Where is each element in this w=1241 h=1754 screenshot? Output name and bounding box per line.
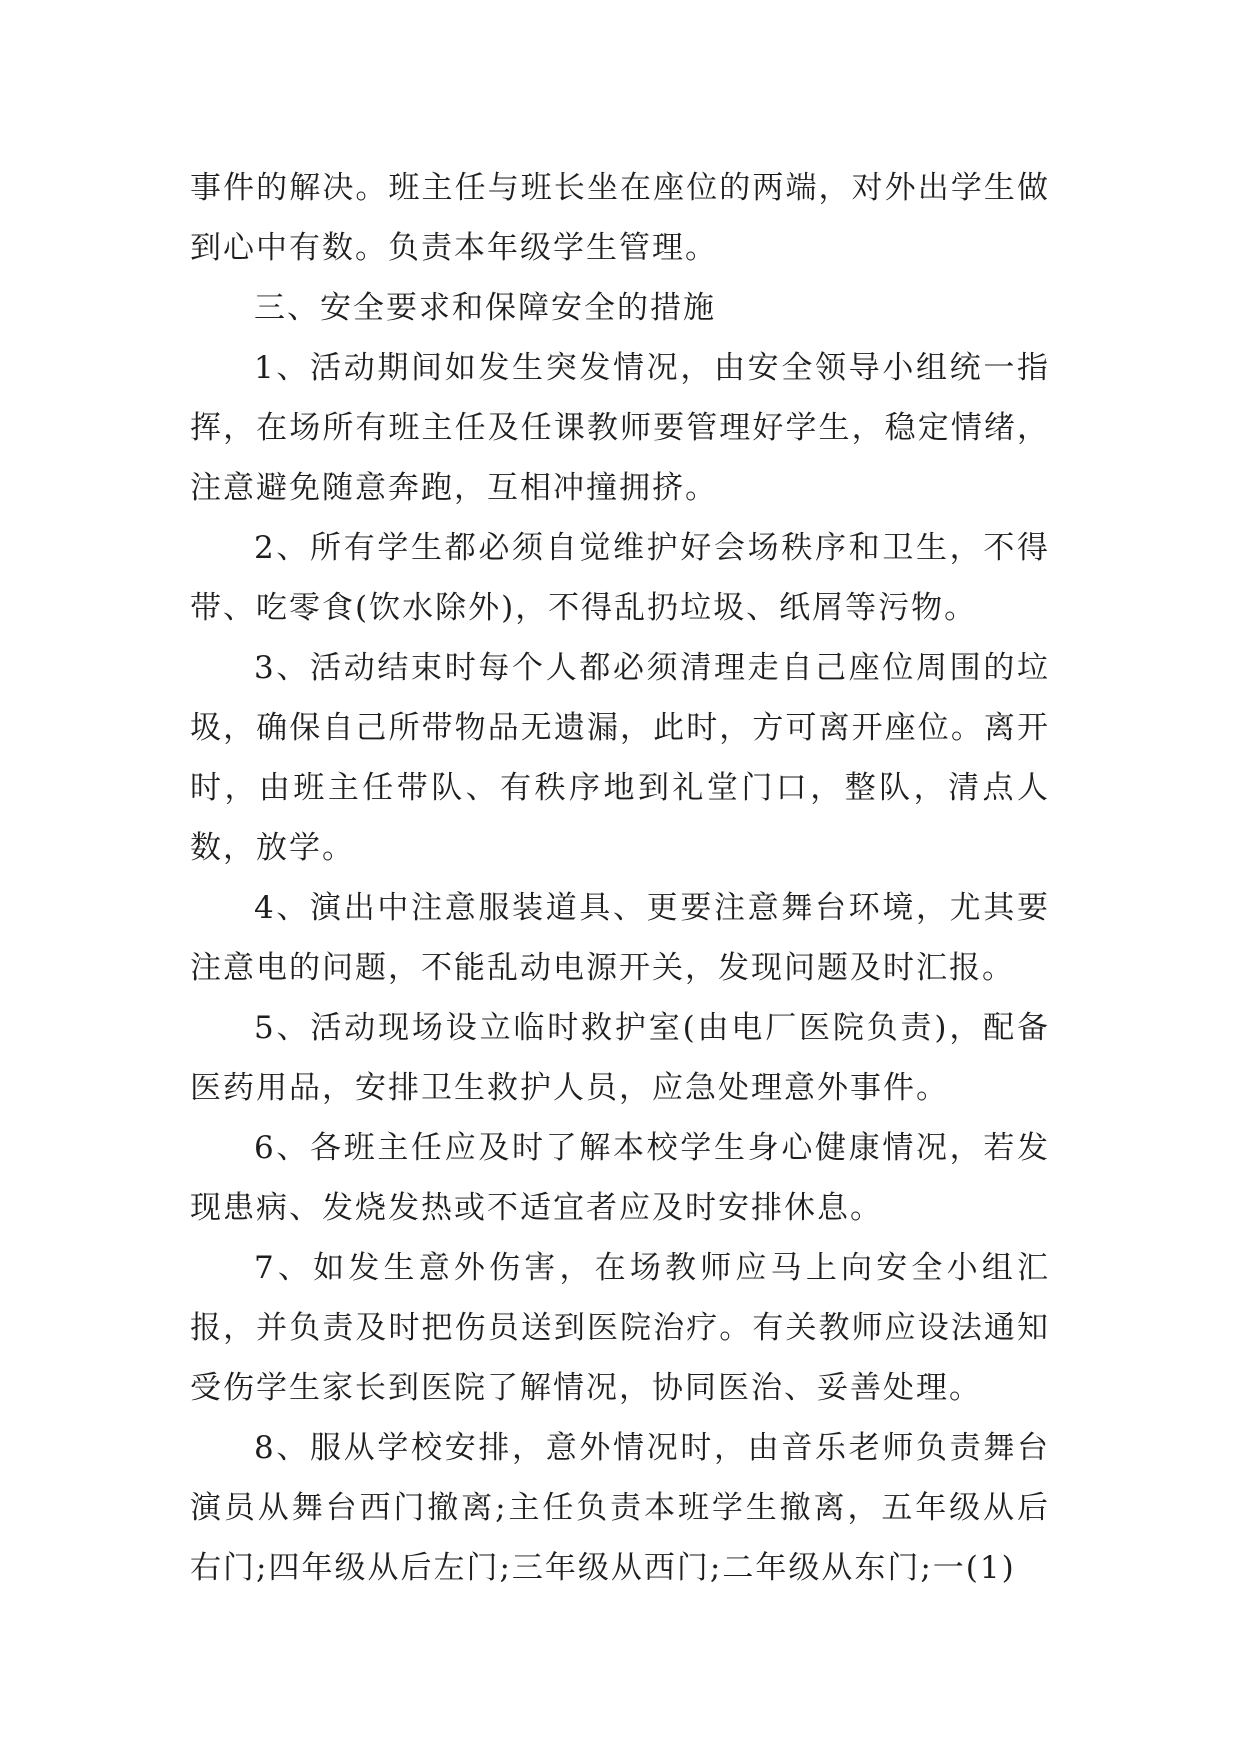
paragraph-continuation: 事件的解决。班主任与班长坐在座位的两端，对外出学生做到心中有数。负责本年级学生管理。 [190, 170, 1050, 266]
paragraph-item-5: 5、活动现场设立临时救护室(由电厂医院负责)，配备医药用品，安排卫生救护人员，应急处理意外事件。 [190, 1010, 1050, 1106]
paragraph-item-3: 3、活动结束时每个人都必须清理走自己座位周围的垃圾，确保自己所带物品无遗漏，此时，方可离开座位。离开时，由班主任带队、有秩序地到礼堂门口，整队，清点人数，放学。 [190, 650, 1050, 866]
document-body [190, 158, 1050, 1598]
paragraph-item-2: 2、所有学生都必须自觉维护好会场秩序和卫生，不得带、吃零食(饮水除外)，不得乱扔垃圾、纸屑等污物。 [190, 530, 1050, 626]
paragraph-item-7: 7、如发生意外伤害，在场教师应马上向安全小组汇报，并负责及时把伤员送到医院治疗。有关教师应设法通知受伤学生家长到医院了解情况，协同医治、妥善处理。 [190, 1250, 1050, 1406]
paragraph-item-6: 6、各班主任应及时了解本校学生身心健康情况，若发现患病、发烧发热或不适宜者应及时安排休息。 [190, 1130, 1050, 1226]
paragraph-item-1: 1、活动期间如发生突发情况，由安全领导小组统一指挥，在场所有班主任及任课教师要管理好学生，稳定情绪，注意避免随意奔跑，互相冲撞拥挤。 [190, 350, 1050, 506]
section-heading: 三、安全要求和保障安全的措施 [254, 290, 716, 326]
paragraph-item-4: 4、演出中注意服装道具、更要注意舞台环境，尤其要注意电的问题，不能乱动电源开关，发现问题及时汇报。 [190, 890, 1050, 986]
paragraph-item-8: 8、服从学校安排，意外情况时，由音乐老师负责舞台演员从舞台西门撤离;主任负责本班学生撤离，五年级从后右门;四年级从后左门;三年级从西门;二年级从东门;一(1) [190, 1430, 1050, 1586]
